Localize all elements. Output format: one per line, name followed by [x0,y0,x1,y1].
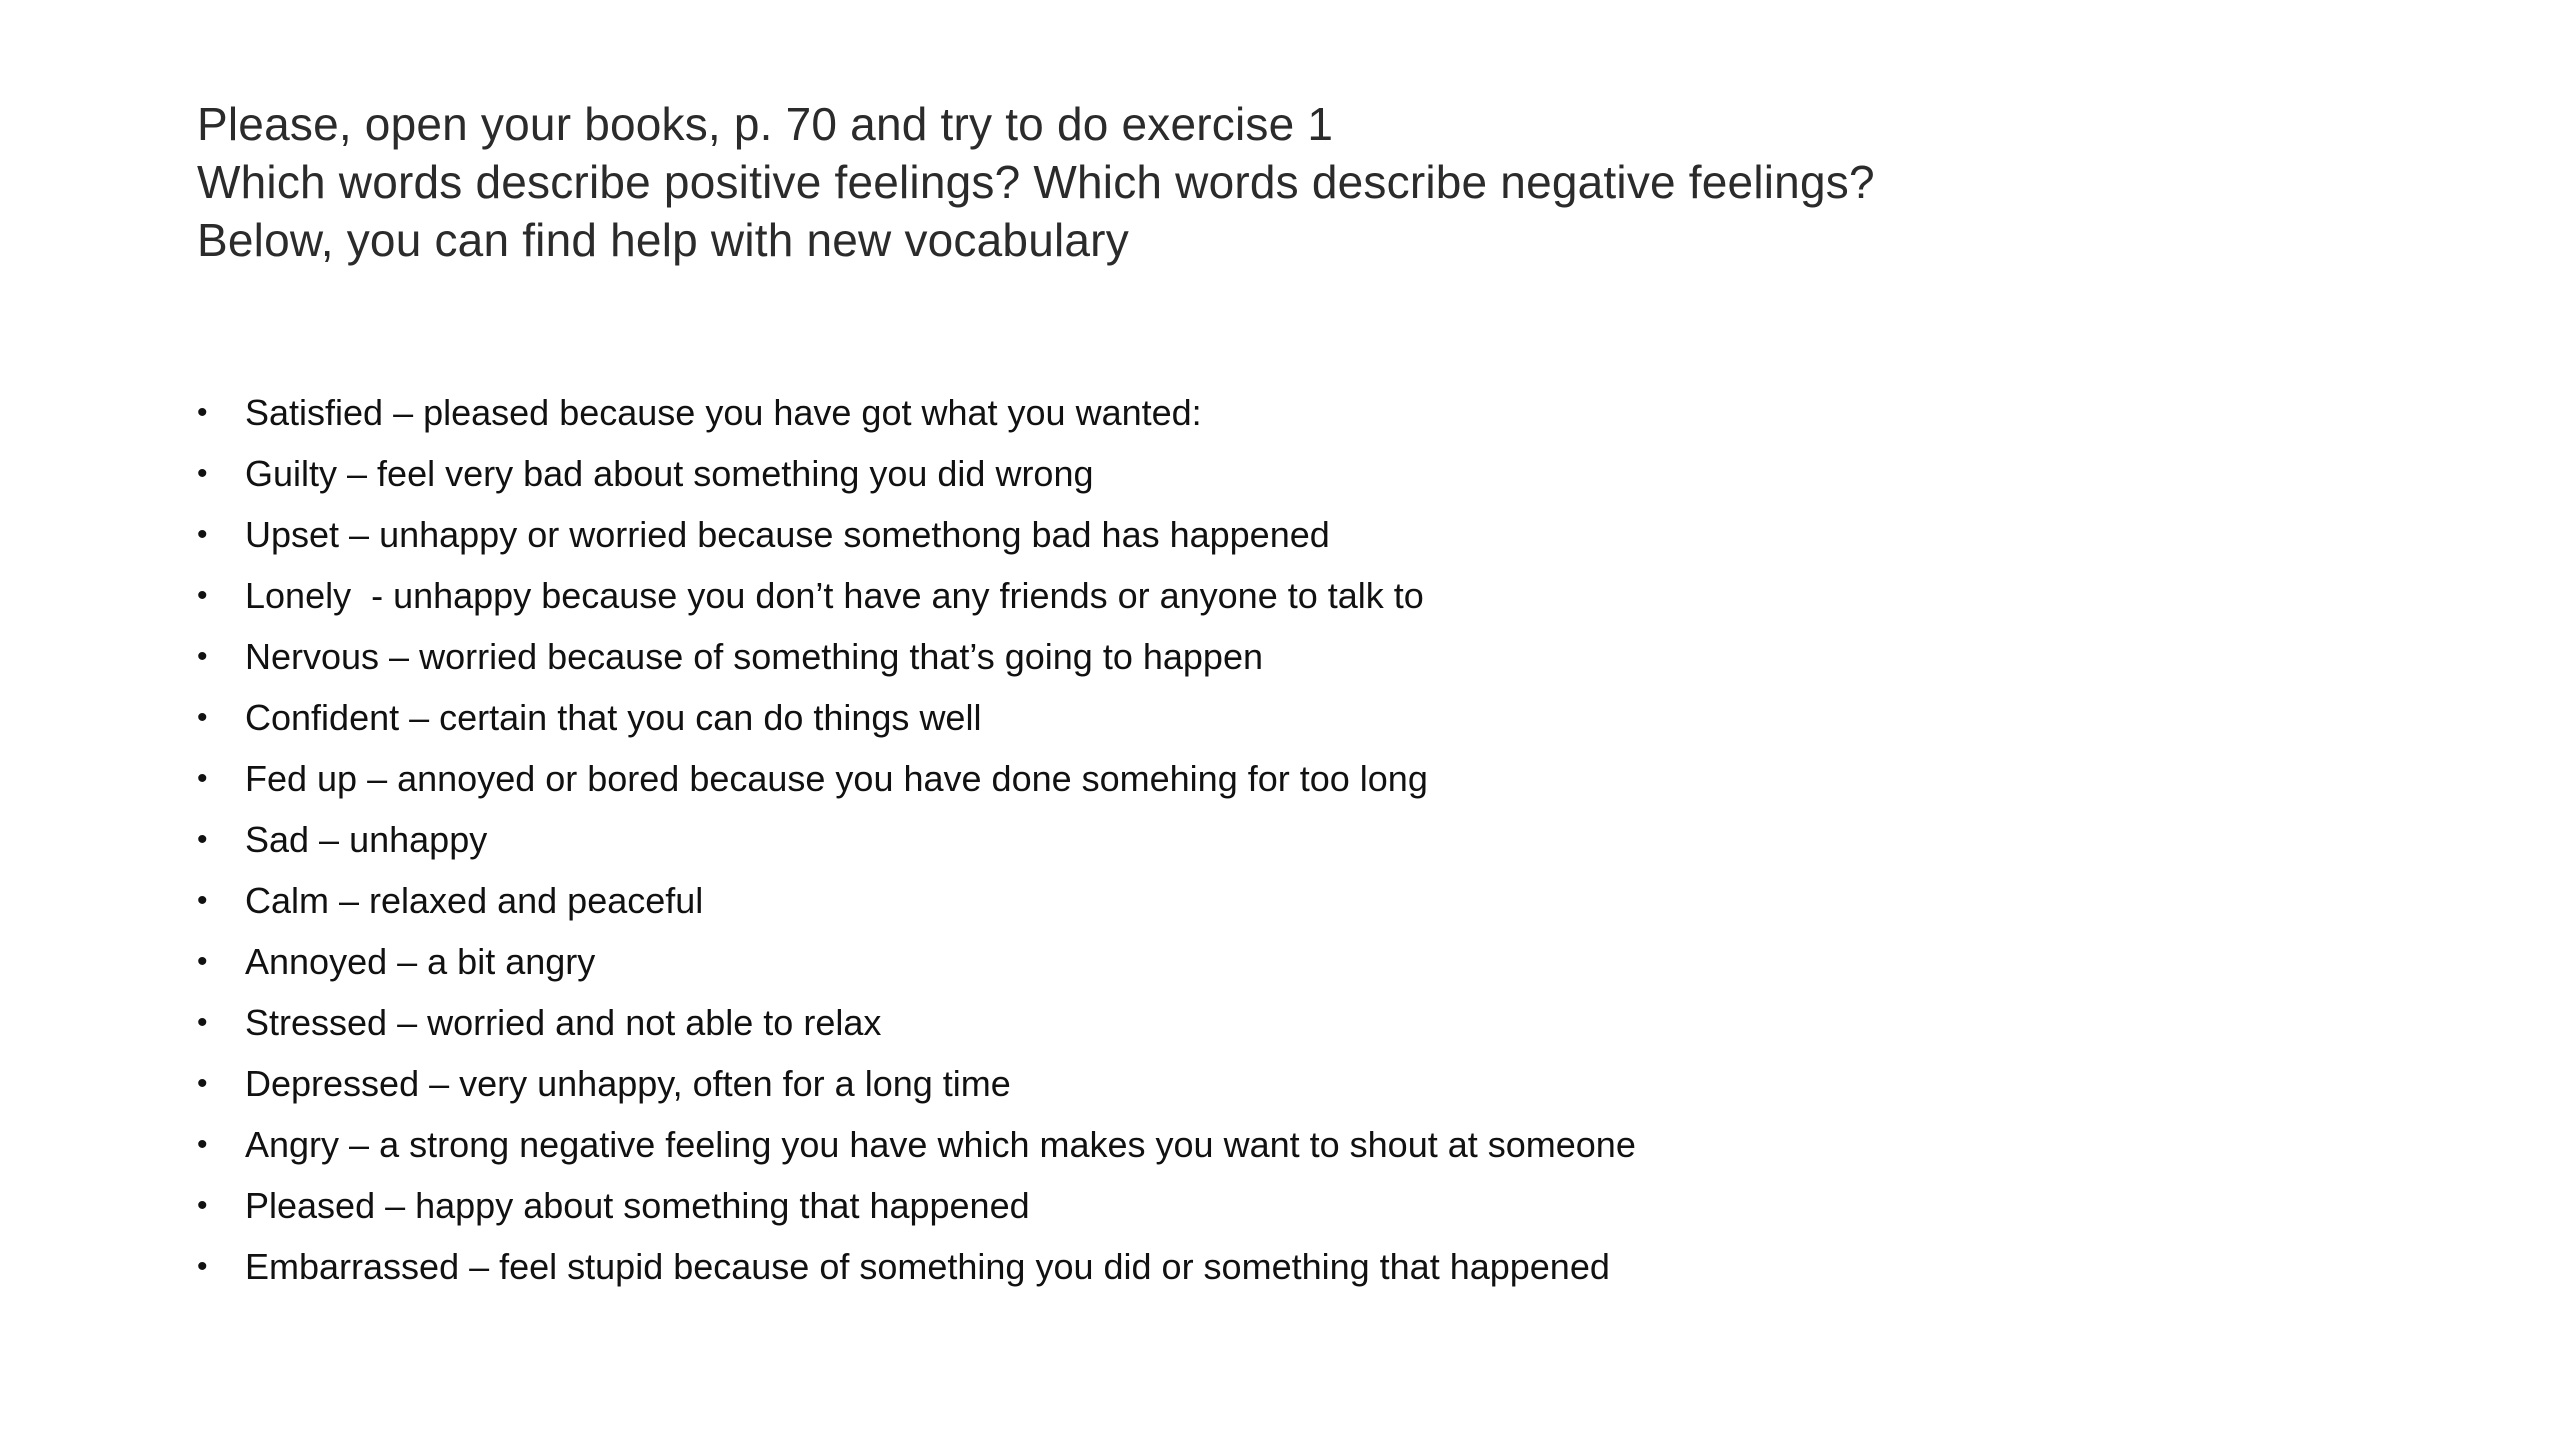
title-line-1: Please, open your books, p. 70 and try to do exercise 1 [197,98,1334,150]
bullet-icon: • [197,945,208,978]
vocabulary-item-pleased [197,1175,1636,1236]
vocabulary-item-embarrassed [197,1236,1636,1297]
vocabulary-text: Lonely - unhappy because you don’t have any friends or anyone to talk to [245,575,1424,616]
vocabulary-item-stressed [197,992,1636,1053]
vocabulary-text: Stressed – worried and not able to relax [245,1002,882,1043]
bullet-icon: • [197,1250,208,1283]
bullet-icon: • [197,1128,208,1161]
bullet-icon: • [197,518,208,551]
vocabulary-text: Fed up – annoyed or bored because you have done somehing for too long [245,758,1428,799]
bullet-icon: • [197,1189,208,1222]
vocabulary-item-upset [197,504,1636,565]
vocabulary-item-depressed [197,1053,1636,1114]
vocabulary-text: Satisfied – pleased because you have got what you wanted: [245,392,1202,433]
title-line-2: Which words describe positive feelings? Which words describe negative feelings? [197,156,1875,208]
vocabulary-item-fed-up [197,748,1636,809]
vocabulary-text: Annoyed – a bit angry [245,941,596,982]
vocabulary-text: Confident – certain that you can do things well [245,697,982,738]
bullet-icon: • [197,579,208,612]
vocabulary-text: Embarrassed – feel stupid because of something you did or something that happened [245,1246,1610,1287]
bullet-icon: • [197,1006,208,1039]
vocabulary-item-sad [197,809,1636,870]
bullet-icon: • [197,457,208,490]
vocabulary-item-lonely [197,565,1636,626]
title-line-3: Below, you can find help with new vocabulary [197,214,1129,266]
vocabulary-item-calm [197,870,1636,931]
bullet-icon: • [197,701,208,734]
vocabulary-item-angry [197,1114,1636,1175]
bullet-icon: • [197,640,208,673]
bullet-icon: • [197,884,208,917]
vocabulary-item-annoyed [197,931,1636,992]
vocabulary-item-guilty [197,443,1636,504]
bullet-icon: • [197,823,208,856]
bullet-icon: • [197,762,208,795]
vocabulary-item-nervous [197,626,1636,687]
vocabulary-text: Angry – a strong negative feeling you have which makes you want to shout at someone [245,1124,1636,1165]
vocabulary-item-satisfied [197,382,1636,443]
vocabulary-text: Depressed – very unhappy, often for a long time [245,1063,1011,1104]
vocabulary-text: Nervous – worried because of something that’s going to happen [245,636,1263,677]
vocabulary-item-confident [197,687,1636,748]
vocabulary-text: Sad – unhappy [245,819,488,860]
bullet-icon: • [197,1067,208,1100]
vocabulary-text: Calm – relaxed and peaceful [245,880,704,921]
vocabulary-text: Upset – unhappy or worried because somethong bad has happened [245,514,1330,555]
vocabulary-text: Guilty – feel very bad about something you did wrong [245,453,1094,494]
vocabulary-text: Pleased – happy about something that happened [245,1185,1030,1226]
vocabulary-list [197,382,1636,1297]
bullet-icon: • [197,396,208,429]
slide-title [197,95,2397,269]
